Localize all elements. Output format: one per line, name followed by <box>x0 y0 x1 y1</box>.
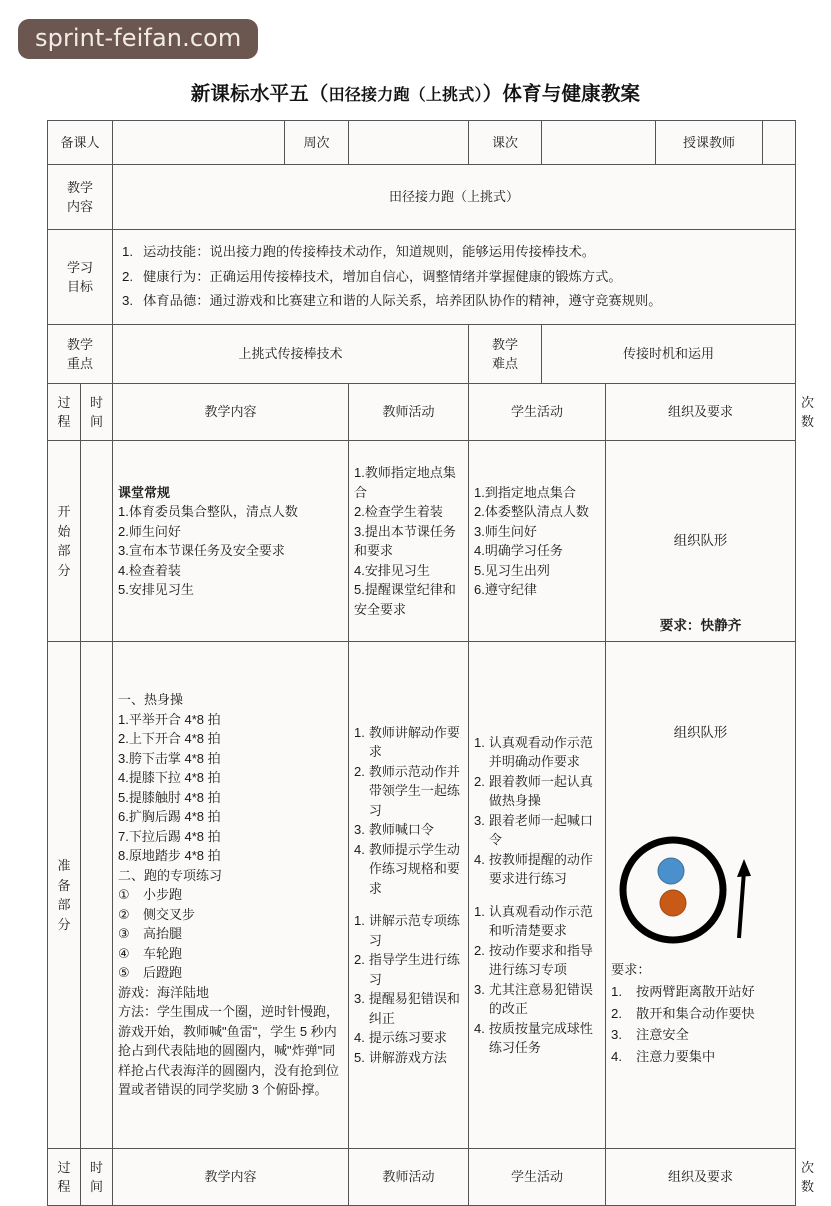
spacer <box>354 898 463 911</box>
opening-content-item: 3.宣布本节课任务及安全要求 <box>118 543 285 558</box>
meta-row <box>48 121 796 165</box>
list-item <box>474 941 600 980</box>
item-number: 1. <box>354 913 365 929</box>
teacher-value[interactable] <box>763 121 796 165</box>
process-char: 开 <box>57 504 71 519</box>
content-row <box>48 165 796 230</box>
prep-warmup-item: 3.胯下击掌 4*8 拍 <box>118 750 221 766</box>
prep-student-list-part2 <box>474 902 600 1058</box>
item-text: 教师提示学生动作练习规格和要求 <box>368 841 460 896</box>
drill-text: 侧交叉步 <box>143 906 196 922</box>
item-text: 指导学生进行练习 <box>368 952 460 987</box>
item-text: 讲解游戏方法 <box>368 1049 447 1065</box>
opening-content-item: 2.师生问好 <box>118 523 181 539</box>
objective-text: 体育品德：通过游戏和比赛建立和谐的人际关系，培养团队协作的精神，遵守竞赛规则。 <box>143 293 662 309</box>
list-item <box>474 902 600 941</box>
objective-number: 1. <box>122 244 134 260</box>
list-item <box>611 1024 790 1045</box>
section-opening-student-activity <box>469 441 606 642</box>
list-item <box>474 772 600 811</box>
item-text: 提醒易犯错误和纠正 <box>368 991 460 1026</box>
list-item <box>354 1028 463 1048</box>
prep-game-title: 游戏：海洋陆地 <box>118 984 210 1000</box>
requirements-heading: 要求： <box>611 962 651 978</box>
section-opening-teacher-activity <box>349 441 469 642</box>
list-item <box>118 905 343 925</box>
direction-arrow-icon <box>737 859 751 938</box>
opening-content-item: 5.安排见习生 <box>118 582 194 597</box>
opening-student-item: 6.遵守纪律 <box>474 582 537 597</box>
list-item <box>474 980 600 1019</box>
item-number: 4. <box>354 841 365 857</box>
list-item <box>118 963 343 983</box>
list-item <box>354 950 463 989</box>
section-opening-organization <box>606 441 796 642</box>
difficulty-value: 传接时机和运用 <box>542 325 796 384</box>
drill-text: 高抬腿 <box>143 926 183 942</box>
opening-content-item: 4.检查着装 <box>118 562 181 578</box>
objectives-label-line1: 学习 <box>67 259 94 275</box>
footer-col-teaching-content: 教学内容 <box>113 1149 349 1206</box>
footer-col-time <box>81 1149 113 1206</box>
list-item <box>118 885 343 905</box>
list-item <box>118 944 343 964</box>
item-number: 5. <box>354 1049 365 1065</box>
title-inner: 田径接力跑（上挑式） <box>328 87 483 104</box>
prep-student-list-part1 <box>474 733 600 889</box>
opening-student-item: 4.明确学习任务 <box>474 543 563 558</box>
col-header-time-line2: 间 <box>90 414 104 429</box>
item-text: 跟着老师一起喊口令 <box>488 812 593 847</box>
requirements-list <box>611 981 790 1067</box>
objectives-row <box>48 230 796 325</box>
item-number: 3. <box>474 981 485 997</box>
lesson-plan-table <box>47 120 815 1206</box>
item-number: 2. <box>354 952 365 968</box>
process-char: 准 <box>57 858 71 873</box>
lesson-label: 课次 <box>469 121 542 165</box>
section-preparation-teaching-content <box>113 642 349 1149</box>
footer-col-process-line2: 程 <box>57 1179 71 1194</box>
title-lead: 新课标水平五（ <box>190 83 329 105</box>
prep-group2-title: 二、跑的专项练习 <box>118 867 223 883</box>
list-item <box>122 240 788 265</box>
spacer <box>474 889 600 902</box>
requirement-number: 1. <box>611 984 623 1000</box>
item-text: 认真观看动作示范和听清楚要求 <box>488 903 593 938</box>
requirement-number: 3. <box>611 1027 623 1043</box>
item-number: 2. <box>474 773 485 789</box>
col-header-time-line1: 时 <box>90 394 104 410</box>
item-text: 按教师提醒的动作要求进行练习 <box>488 851 593 886</box>
prep-drill-list <box>118 885 343 983</box>
item-number: 3. <box>354 991 365 1007</box>
prep-teacher-list-part1 <box>354 723 463 899</box>
difficulty-label <box>469 325 542 384</box>
difficulty-label-line2: 难点 <box>492 356 519 371</box>
section-opening-process <box>48 441 81 642</box>
prep-warmup-item: 1.平举开合 4*8 拍 <box>118 711 221 727</box>
prep-warmup-item: 8.原地踏步 4*8 拍 <box>118 848 221 864</box>
footer-col-student-activity: 学生活动 <box>469 1149 606 1206</box>
drill-text: 后蹬跑 <box>143 965 183 981</box>
list-item <box>611 981 790 1002</box>
list-item <box>354 840 463 899</box>
objective-text: 健康行为：正确运用传接棒技术，增加自信心，调整情绪并掌握健康的锻炼方式。 <box>143 268 622 284</box>
col-header-time <box>81 384 113 441</box>
item-number: 4. <box>474 1020 485 1036</box>
organization-footer: 要求：快静齐 <box>659 617 742 633</box>
section-preparation-teacher-activity <box>349 642 469 1149</box>
requirement-text: 注意安全 <box>636 1027 689 1043</box>
student-orange-dot-icon <box>660 890 686 916</box>
content-value: 田径接力跑（上挑式） <box>113 165 796 230</box>
objectives-label <box>48 230 113 325</box>
item-text: 提示练习要求 <box>368 1030 447 1046</box>
prep-group1-title: 一、热身操 <box>118 692 184 708</box>
item-number: 3. <box>474 812 485 828</box>
objectives-list <box>118 234 790 320</box>
col-header-process <box>48 384 81 441</box>
list-item <box>122 289 788 314</box>
section-preparation-row <box>48 642 796 1149</box>
prep-warmup-item: 7.下拉后踢 4*8 拍 <box>118 828 221 844</box>
item-text: 教师示范动作并带领学生一起练习 <box>368 763 460 818</box>
teacher-label: 授课教师 <box>656 121 763 165</box>
week-value[interactable] <box>349 121 469 165</box>
content-label <box>48 165 113 230</box>
list-item <box>611 1003 790 1024</box>
footer-col-process <box>48 1149 81 1206</box>
focus-label <box>48 325 113 384</box>
content-label-line2: 内容 <box>67 199 94 214</box>
requirement-number: 4. <box>611 1048 623 1064</box>
item-number: 4. <box>474 851 485 867</box>
item-text: 按质按量完成球性练习任务 <box>488 1020 593 1055</box>
drill-text: 小步跑 <box>143 887 183 903</box>
item-text: 教师讲解动作要求 <box>368 724 460 760</box>
organization-title: 组织队形 <box>673 532 728 548</box>
item-number: 1. <box>474 734 485 750</box>
difficulty-label-line1: 教学 <box>492 336 519 352</box>
focus-label-line2: 重点 <box>67 356 94 371</box>
opening-student-item: 1.到指定地点集合 <box>474 484 576 500</box>
site-watermark-badge <box>18 19 258 59</box>
section-opening-row <box>48 441 796 642</box>
footer-col-time-line2: 间 <box>90 1179 104 1194</box>
item-number: 1. <box>474 903 485 919</box>
focus-label-line1: 教学 <box>67 336 94 352</box>
preparer-value[interactable] <box>113 121 285 165</box>
col-header-teaching-content: 教学内容 <box>113 384 349 441</box>
item-text: 讲解示范专项练习 <box>368 913 460 948</box>
list-item <box>354 723 463 762</box>
opening-content-heading: 课堂常规 <box>118 484 171 500</box>
process-char: 部 <box>57 897 71 912</box>
opening-teacher-item: 3.提出本节课任务和要求 <box>354 523 456 558</box>
col-header-process-line2: 程 <box>57 414 71 429</box>
list-item <box>354 762 463 821</box>
item-number: 1. <box>354 724 365 740</box>
list-item <box>118 924 343 944</box>
process-char: 部 <box>57 543 71 558</box>
drill-number: ⑤ <box>118 965 130 981</box>
list-item <box>354 1048 463 1068</box>
list-item <box>611 1046 790 1067</box>
watermark-text: sprint-feifan.com <box>35 24 242 52</box>
content-label-line1: 教学 <box>67 179 94 195</box>
footer-col-time-line1: 时 <box>90 1159 104 1175</box>
title-tail: ）体育与健康教案 <box>482 83 641 105</box>
col-header-teacher-activity: 教师活动 <box>349 384 469 441</box>
item-text: 认真观看动作示范并明确动作要求 <box>488 734 593 769</box>
list-item <box>354 820 463 840</box>
footer-col-process-line1: 过 <box>57 1159 71 1175</box>
list-item <box>122 265 788 290</box>
opening-content-item: 1.体育委员集合整队，清点人数 <box>118 504 298 519</box>
col-header-process-line1: 过 <box>57 394 71 410</box>
list-item <box>354 989 463 1028</box>
drill-number: ② <box>118 906 130 922</box>
circle-formation-diagram-svg <box>611 823 781 953</box>
objectives-label-line2: 目标 <box>67 279 94 294</box>
drill-number: ③ <box>118 926 130 942</box>
prep-game-method: 方法：学生围成一个圈，逆时针慢跑，游戏开始，教师喊"鱼雷"，学生 5 秒内抢占到代表陆地的圆圈内，喊"炸弹"同样抢占代表海洋的圆圈内，没有抢到位置或者错误的同学奖励 3 个俯卧撑。 <box>118 1004 340 1098</box>
item-text: 教师喊口令 <box>368 822 434 838</box>
footer-header-row: 过 程 时 间 教学内容 教师活动 学生活动 组织及要求 次 数 <box>48 1149 796 1206</box>
item-number: 4. <box>354 1030 365 1046</box>
section-preparation-organization <box>606 642 796 1149</box>
section-preparation-process <box>48 642 81 1149</box>
col-header-organization: 组织及要求 <box>606 384 796 441</box>
process-char: 分 <box>57 916 71 932</box>
requirement-text: 按两臂距离散开站好 <box>636 984 755 1000</box>
list-item <box>354 911 463 950</box>
requirements-block <box>611 959 790 1067</box>
process-char: 分 <box>57 562 71 578</box>
col-header-student-activity: 学生活动 <box>469 384 606 441</box>
item-text: 跟着教师一起认真做热身操 <box>488 773 593 808</box>
list-item <box>474 1019 600 1058</box>
list-item <box>474 733 600 772</box>
process-char: 备 <box>57 877 71 893</box>
requirement-text: 注意力要集中 <box>636 1048 716 1064</box>
prep-warmup-item: 5.提膝触肘 4*8 拍 <box>118 789 221 805</box>
opening-student-item: 5.见习生出列 <box>474 562 550 578</box>
organization-title: 组织队形 <box>673 725 728 740</box>
prep-warmup-item: 2.上下开合 4*8 拍 <box>118 731 221 747</box>
process-char: 始 <box>57 523 71 539</box>
footer-col-organization: 组织及要求 <box>606 1149 796 1206</box>
footer-col-teacher-activity: 教师活动 <box>349 1149 469 1206</box>
section-opening-time[interactable] <box>81 441 113 642</box>
drill-text: 车轮跑 <box>143 945 183 961</box>
formation-diagram <box>611 823 790 953</box>
item-text: 尤其注意易犯错误的改正 <box>488 981 593 1016</box>
opening-student-item: 3.师生问好 <box>474 523 537 539</box>
lesson-value[interactable] <box>542 121 656 165</box>
section-opening-teaching-content <box>113 441 349 642</box>
drill-number: ④ <box>118 945 130 961</box>
prep-warmup-item: 4.提膝下拉 4*8 拍 <box>118 770 221 786</box>
column-header-row: 过 程 时 间 教学内容 教师活动 学生活动 组织及要求 次 数 <box>48 384 796 441</box>
requirement-text: 散开和集合动作要快 <box>636 1005 755 1021</box>
drill-number: ① <box>118 887 130 903</box>
objective-text: 运动技能：说出接力跑的传接棒技术动作，知道规则，能够运用传接棒技术。 <box>143 244 596 260</box>
item-text: 按动作要求和指导进行练习专项 <box>488 942 593 977</box>
opening-student-item: 2.体委整队清点人数 <box>474 504 589 519</box>
opening-teacher-item: 4.安排见习生 <box>354 562 430 578</box>
objective-number: 2. <box>122 268 134 284</box>
page-title <box>0 78 831 106</box>
list-item <box>474 811 600 850</box>
opening-teacher-item: 2.检查学生着装 <box>354 504 443 519</box>
opening-teacher-item: 1.教师指定地点集合 <box>354 465 456 500</box>
student-blue-dot-icon <box>658 858 684 884</box>
item-number: 2. <box>354 763 365 779</box>
list-item <box>474 850 600 889</box>
focus-row <box>48 325 796 384</box>
item-number: 2. <box>474 942 485 958</box>
week-label: 周次 <box>285 121 349 165</box>
section-preparation-student-activity <box>469 642 606 1149</box>
section-preparation-time[interactable] <box>81 642 113 1149</box>
focus-value: 上挑式传接棒技术 <box>113 325 469 384</box>
prep-teacher-list-part2 <box>354 911 463 1067</box>
objective-number: 3. <box>122 293 134 309</box>
item-number: 3. <box>354 822 365 838</box>
preparer-label: 备课人 <box>48 121 113 165</box>
prep-warmup-item: 6.扩胸后踢 4*8 拍 <box>118 809 221 825</box>
requirement-number: 2. <box>611 1005 623 1021</box>
opening-teacher-item: 5.提醒课堂纪律和安全要求 <box>354 582 456 617</box>
objectives-cell <box>113 230 796 325</box>
